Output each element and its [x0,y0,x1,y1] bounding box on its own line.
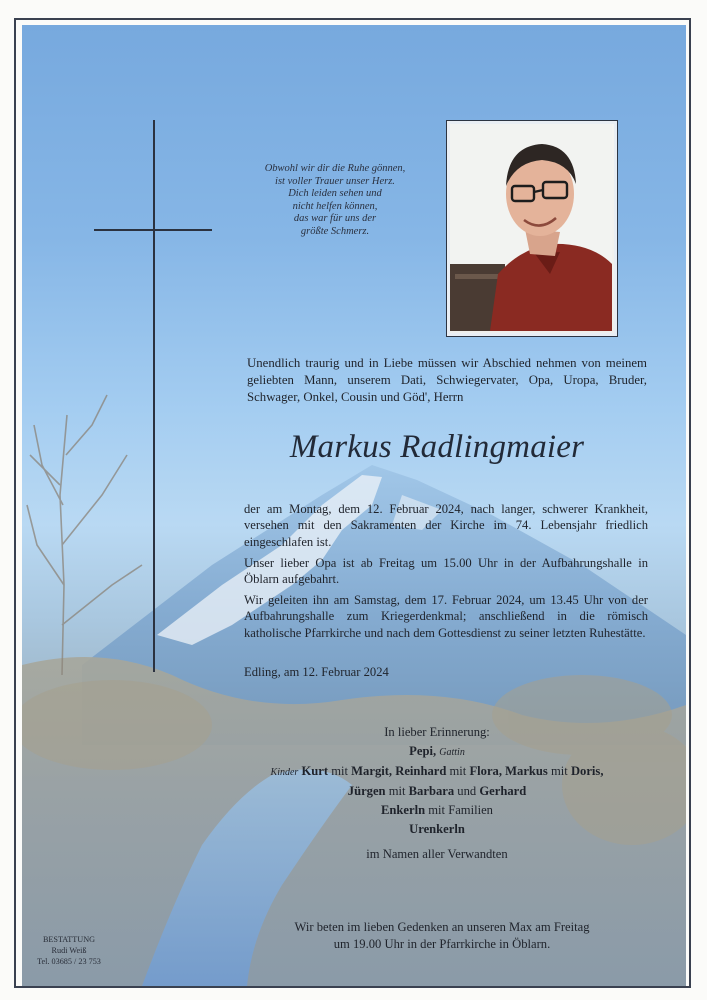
closing-prayer [232,919,652,953]
announcement-body [244,501,648,646]
funeral-home-phone: Tel. 03685 / 23 753 [37,957,101,966]
children-line-1 [222,762,652,782]
connector: und [457,784,477,798]
grandchildren-suffix: mit Familien [428,803,493,817]
deceased-name: Markus Radlingmaier [289,429,585,465]
poem-line: das war für uns der [293,213,377,225]
funeral-home-label: BESTATTUNG [42,935,96,944]
partner-name: Gerhard [479,784,527,798]
remembrance-heading: In lieber Erinnerung: [384,725,490,739]
child-name: Jürgen [347,784,386,798]
partner-name: Barbara [408,784,455,798]
funeral-home-imprint [28,934,110,967]
cross-vertical-bar [153,120,155,672]
connector: mit [331,764,349,778]
connector: mit [550,764,568,778]
partner-name: Doris, [570,764,604,778]
cross-horizontal-bar [94,229,212,231]
spouse-name: Pepi, [409,744,437,758]
poem-line: ist voller Trauer unser Herz. [275,175,395,187]
relatives-line: im Namen aller Verwandten [366,847,508,861]
background-panel [22,25,686,986]
closing-line: Wir beten im lieben Gedenken an unseren Max am Freitag [294,920,590,934]
poem-line: Obwohl wir dir die Ruhe gönnen, [264,163,406,174]
grandchildren-line [222,801,652,820]
poem-line: Dich leiden sehen und [288,188,382,200]
child-name: Reinhard [395,764,447,778]
portrait-illustration [450,124,612,331]
children-line-2 [222,782,652,801]
closing-line: um 19.00 Uhr in der Pfarrkirche in Öblarn. [333,937,551,951]
child-name: Markus [505,764,548,778]
remembrance-list [222,723,652,864]
portrait-frame [446,120,618,337]
paragraph-viewing: Unser lieber Opa ist ab Freitag um 15.00 Uhr in der Aufbahrungshalle in Öblarn aufgebahrt. [244,555,648,587]
connector: mit [449,764,467,778]
poem-line: größte Schmerz. [300,225,370,237]
paragraph-passing: der am Montag, dem 12. Februar 2024, nach langer, schwerer Krankheit, versehen mit den Sakramenten der Kirche im 74. Lebensjahr friedlich eingeschlafen ist. [244,502,648,549]
grandchildren-label: Enkerln [381,803,426,817]
memorial-poem [245,163,425,239]
connector: mit [388,784,406,798]
child-name: Kurt [301,764,329,778]
intro-text: Unendlich traurig und in Liebe müssen wir Abschied nehmen von meinem geliebten Mann, unserem Dati, Schwiegervater, Opa, Uropa, Bruder, Schwager, Onkel, Cousin und Göd', Herrn [247,356,647,404]
place-date: Edling, am 12. Februar 2024 [244,665,389,679]
portrait-photo [450,124,614,333]
children-label: Kinder [270,767,299,778]
partner-name: Flora, [469,764,502,778]
spouse-role: Gattin [439,747,465,758]
great-grandchildren-line: Urenkerln [409,822,465,836]
poem-line: nicht helfen können, [292,200,378,212]
funeral-home-name: Rudi Weiß [51,946,87,955]
paragraph-funeral: Wir geleiten ihn am Samstag, dem 17. Februar 2024, um 13.45 Uhr von der Aufbahrungshalle zum Kriegerdenkmal; anschließend in die römisch katholische Pfarrkirche und nach dem Gottesdienst zu seiner letzten Ruhestätte. [244,593,648,640]
spouse-line [222,742,652,762]
partner-name: Margit, [351,764,393,778]
